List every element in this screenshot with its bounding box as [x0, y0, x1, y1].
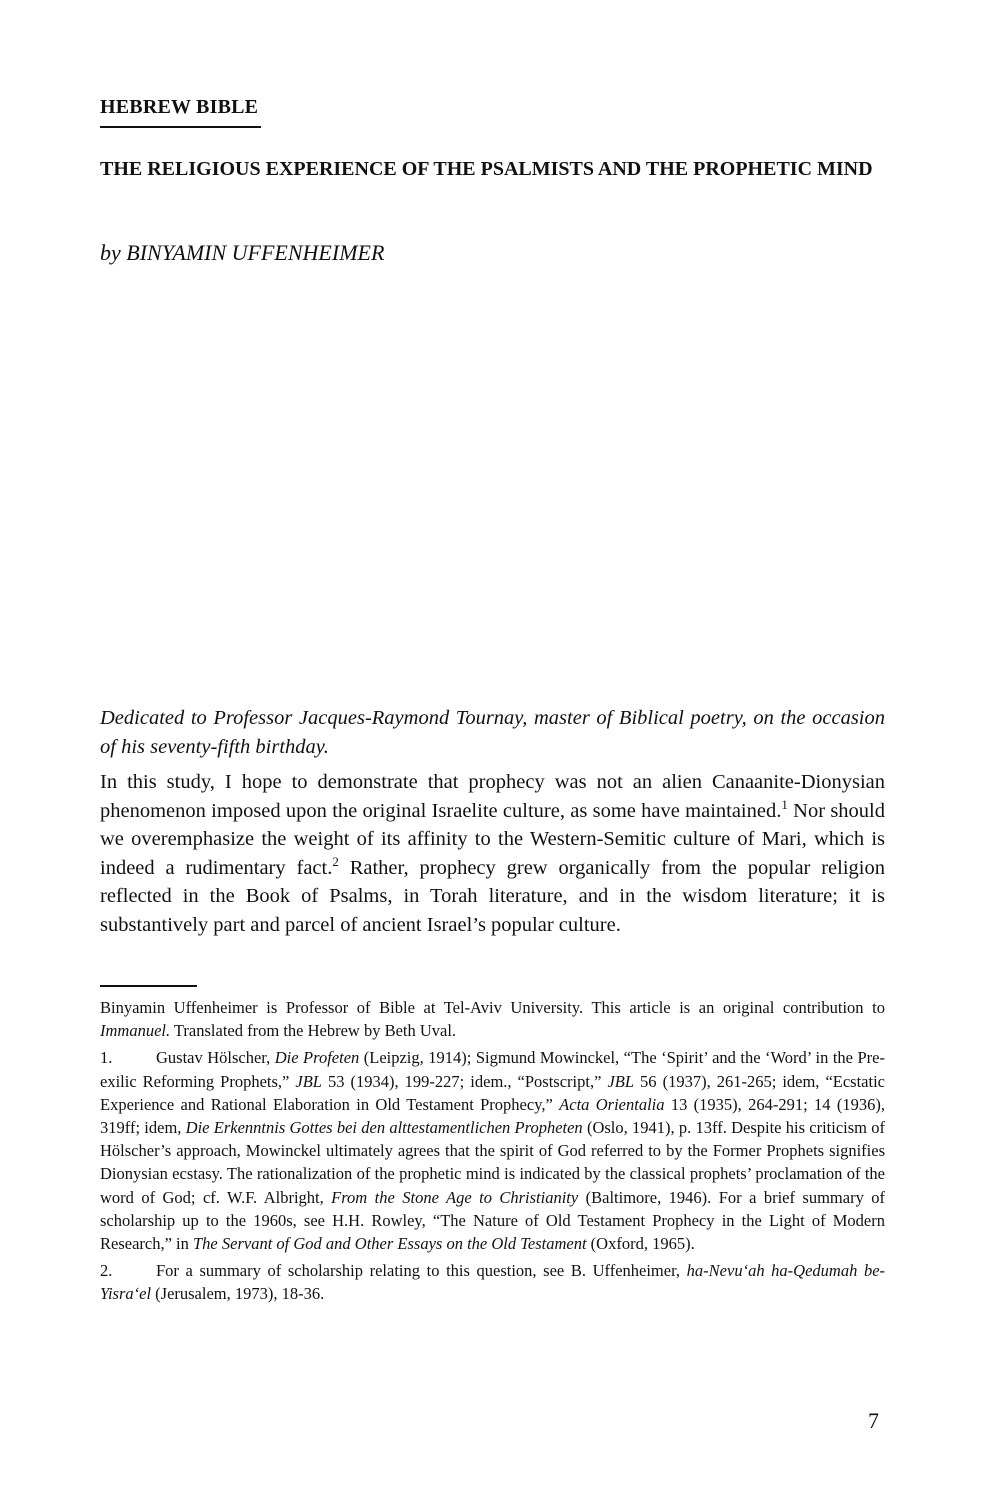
- body-text-segment: Nor should we overemphasize the weight of its affinity to the Western-Semitic culture of Mari, which is indeed a rudimentary fact.: [100, 799, 885, 879]
- author-name: BINYAMIN UFFENHEIMER: [126, 240, 385, 265]
- page-number: 7: [868, 1408, 879, 1433]
- note-text: (Oslo, 1941), p. 13ff. Despite his criticism of Hölscher’s approach, Mowinckel ultimately agrees that the spirit of God referred to by the Former Prophets signifies Dionysian ecstasy. The rationalization of the prophetic mind is indicated by the classical prophets’ proclamation of the word of God; cf. W.F. Albright,: [100, 1118, 885, 1207]
- note-text: (Oxford, 1965).: [586, 1234, 695, 1254]
- note-italic: ha-Nevu‘ah ha-Qedumah be-Yisra‘el: [100, 1261, 886, 1304]
- footnotes: [100, 996, 885, 1310]
- note-text: 53 (1934), 199-227; idem., “Postscript,”: [322, 1071, 608, 1091]
- note-text: 56 (1937), 261-265; idem, “Ecstatic Experience and Rational Elaboration in Old Testament Prophecy,”: [100, 1071, 885, 1114]
- note-italic: JBL: [607, 1071, 635, 1091]
- body-text-segment: In this study, I hope to demonstrate that prophecy was not an alien Canaanite-Dionysian phenomenon imposed upon the original Israelite culture, as some have maintained.: [100, 771, 885, 822]
- note-italic: Acta Orientalia: [559, 1094, 665, 1114]
- note-text: Gustav Hölscher,: [156, 1048, 275, 1068]
- footnote-ref-1: 1: [781, 796, 788, 812]
- note-text: 13 (1935), 264-291; 14 (1936), 319ff; idem,: [100, 1094, 885, 1138]
- footnote-number: 2.: [100, 1261, 113, 1281]
- note-text: Binyamin Uffenheimer is Professor of Bible at Tel-Aviv University. This article is an original contribution to: [100, 998, 885, 1017]
- note-italic: From the Stone Age to Christianity: [331, 1187, 579, 1207]
- note-italic: Die Erkenntnis Gottes bei den alttestamentlichen Propheten: [185, 1118, 583, 1138]
- body-paragraph: [100, 768, 885, 939]
- byline-prefix: by: [100, 240, 121, 265]
- note-text: For a summary of scholarship relating to this question, see B. Uffenheimer,: [156, 1261, 687, 1281]
- footnote-2: [100, 1259, 885, 1305]
- note-text: (Baltimore, 1946). For a brief summary of scholarship up to the 1960s, see H.H. Rowley, “The Nature of Old Testament Prophecy in the Light of Modern Research,” in: [100, 1187, 885, 1254]
- footnote-separator: [100, 985, 197, 987]
- footnote-1: [100, 1046, 885, 1255]
- article-title: THE RELIGIOUS EXPERIENCE OF THE PSALMISTS AND THE PROPHETIC MIND: [100, 158, 873, 180]
- body-text-segment: Rather, prophecy grew organically from the popular religion reflected in the Book of Psalms, in Torah literature, and in the wisdom literature; it is substantively part and parcel of ancient Israel’s popular culture.: [100, 856, 885, 936]
- note-italic: Immanuel.: [100, 1021, 171, 1041]
- note-italic: Die Profeten: [274, 1048, 360, 1068]
- note-text: (Leipzig, 1914); Sigmund Mowinckel, “The ‘Spirit’ and the ‘Word’ in the Pre-exilic Reforming Prophets,”: [100, 1048, 885, 1091]
- section-heading-underline: [100, 126, 261, 128]
- byline: [100, 240, 384, 266]
- note-text: Translated from the Hebrew by Beth Uval.: [170, 1021, 457, 1041]
- footnote-ref-2: 2: [332, 853, 339, 869]
- footnote-number: 1.: [100, 1048, 113, 1068]
- section-heading: HEBREW BIBLE: [100, 96, 259, 118]
- author-note: [100, 996, 885, 1042]
- note-italic: JBL: [295, 1071, 322, 1091]
- note-text: (Jerusalem, 1973), 18-36.: [151, 1284, 325, 1304]
- dedication: Dedicated to Professor Jacques-Raymond Tournay, master of Biblical poetry, on the occasion of his seventy-fifth birthday.: [100, 707, 885, 758]
- note-italic: The Servant of God and Other Essays on the Old Testament: [193, 1234, 587, 1254]
